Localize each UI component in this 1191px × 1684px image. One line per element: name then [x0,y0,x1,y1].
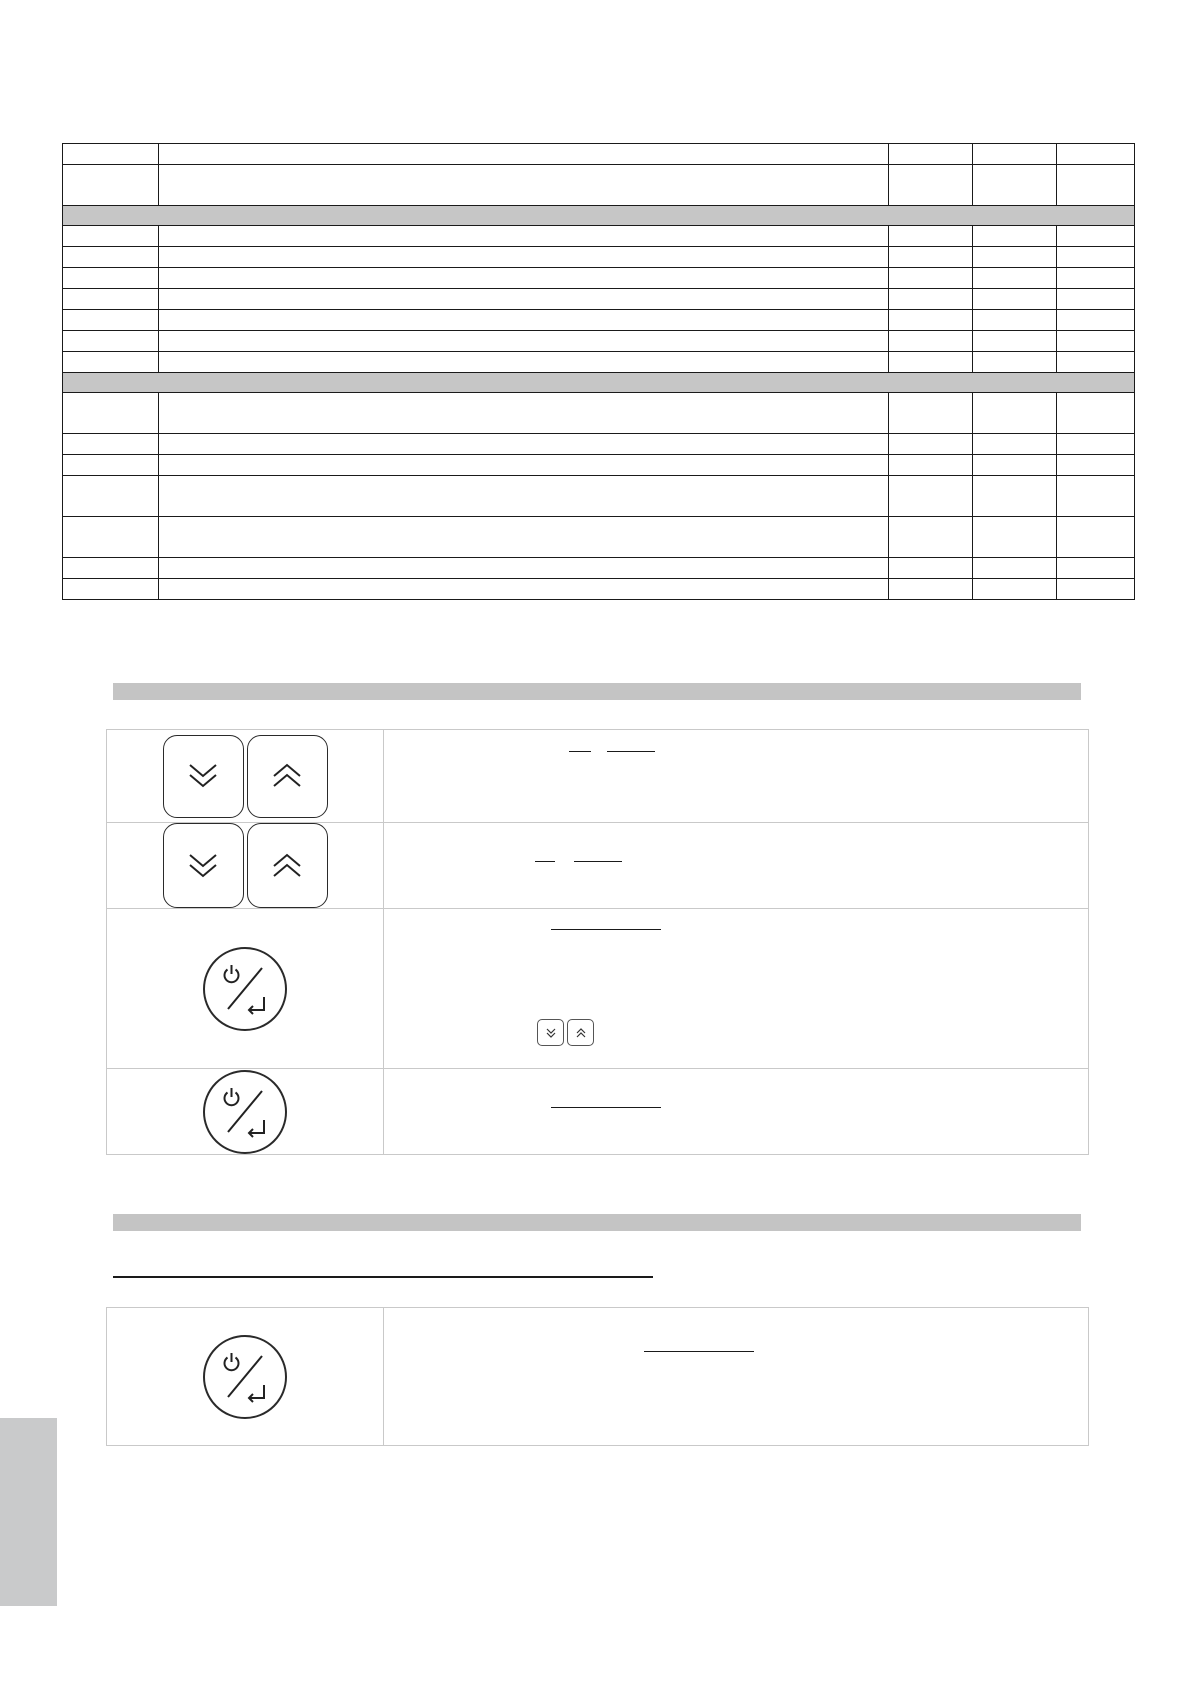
mini-down-key [537,1019,564,1046]
table-cell [1057,289,1135,310]
table-cell [63,393,159,434]
table-cell [159,393,889,434]
underline-mark [551,929,661,930]
table-cell [63,352,159,373]
table-row [107,1308,1089,1446]
table-cell [889,226,973,247]
up-key[interactable] [247,823,328,908]
table-cell [159,226,889,247]
table-cell [973,268,1057,289]
table-row [63,517,1135,558]
table-cell [1057,393,1135,434]
table-row [63,247,1135,268]
table-cell [159,517,889,558]
table-section-row [63,206,1135,226]
table-cell [63,331,159,352]
table-cell [1057,268,1135,289]
table-cell [159,310,889,331]
key-cell [107,730,384,823]
key-cell [107,1308,384,1446]
double-chevron-down-icon [545,1027,557,1039]
table-cell [973,558,1057,579]
table-cell [159,247,889,268]
table-cell [973,165,1057,206]
table-cell [63,434,159,455]
key-function-table [106,729,1089,1155]
power-enter-icon [210,1342,280,1412]
mini-up-key [567,1019,594,1046]
table-cell [159,476,889,517]
table-cell [889,455,973,476]
table-row [63,579,1135,600]
table-row [107,909,1089,1069]
double-chevron-up-icon [575,1027,587,1039]
table-cell [973,393,1057,434]
double-chevron-down-icon [186,761,220,791]
table-row [63,393,1135,434]
table-row [63,434,1135,455]
table-row [63,289,1135,310]
table-cell [889,517,973,558]
table-cell [973,352,1057,373]
table-cell [973,517,1057,558]
table-cell [973,144,1057,165]
table-cell [1057,247,1135,268]
table-cell [1057,226,1135,247]
table-cell [889,165,973,206]
table-cell [1057,517,1135,558]
up-key[interactable] [247,735,328,818]
table-cell [889,476,973,517]
table-cell [889,579,973,600]
description-cell [384,730,1089,823]
table-section-row [63,373,1135,393]
table-row [63,165,1135,206]
table-cell [1057,476,1135,517]
table-cell [159,558,889,579]
underline-mark [535,861,555,862]
table-cell [889,268,973,289]
table-cell [889,352,973,373]
description-cell [384,1069,1089,1155]
table-row [63,268,1135,289]
table-cell [1057,310,1135,331]
table-cell [889,434,973,455]
table-cell [973,476,1057,517]
power-enter-key[interactable] [203,947,287,1031]
section-heading-bar [113,683,1081,700]
table-cell [973,310,1057,331]
table-cell [889,393,973,434]
section-cell [63,373,1135,393]
table-cell [159,144,889,165]
table-cell [973,289,1057,310]
description-cell [384,909,1089,1069]
table-cell [1057,455,1135,476]
table-cell [63,226,159,247]
table-cell [1057,434,1135,455]
table-row [63,476,1135,517]
side-tab [0,1418,57,1606]
table-cell [1057,352,1135,373]
key-cell [107,1069,384,1155]
table-cell [63,144,159,165]
double-chevron-down-icon [186,851,220,881]
table-cell [889,331,973,352]
table-cell [1057,331,1135,352]
table-cell [889,558,973,579]
table-cell [63,310,159,331]
table-cell [973,226,1057,247]
table-cell [159,331,889,352]
table-cell [973,579,1057,600]
table-cell [63,289,159,310]
key-cell [107,909,384,1069]
double-chevron-up-icon [270,761,304,791]
table-cell [63,268,159,289]
table-cell [63,476,159,517]
table-cell [63,517,159,558]
table-cell [159,165,889,206]
table-cell [63,579,159,600]
table-cell [159,455,889,476]
underline-mark [574,861,622,862]
parameter-table [62,143,1135,600]
underline-mark [551,1107,661,1108]
table-row [107,823,1089,909]
subheading-underline [113,1276,653,1278]
table-cell [973,434,1057,455]
description-cell [384,1308,1089,1446]
underline-mark [569,751,591,752]
table-cell [159,352,889,373]
table-cell [63,247,159,268]
power-enter-key[interactable] [203,1335,287,1419]
power-enter-icon [210,954,280,1024]
table-cell [1057,558,1135,579]
key-cell [107,823,384,909]
table-row [107,1069,1089,1155]
underline-mark [644,1351,754,1352]
power-enter-key[interactable] [203,1070,287,1154]
description-cell [384,823,1089,909]
power-enter-icon [210,1077,280,1147]
table-cell [1057,144,1135,165]
table-cell [973,331,1057,352]
table-row [63,331,1135,352]
table-row [63,558,1135,579]
table-cell [159,434,889,455]
inline-key-pair [537,1019,594,1046]
enter-function-table [106,1307,1089,1446]
table-row [63,455,1135,476]
table-cell [1057,579,1135,600]
table-cell [973,247,1057,268]
double-chevron-up-icon [270,851,304,881]
table-cell [159,579,889,600]
section-cell [63,206,1135,226]
table-row [63,226,1135,247]
table-cell [889,144,973,165]
table-row [63,144,1135,165]
down-key[interactable] [163,823,244,908]
down-key[interactable] [163,735,244,818]
table-cell [159,289,889,310]
table-cell [889,289,973,310]
table-row [63,310,1135,331]
table-cell [889,310,973,331]
underline-mark [607,751,655,752]
table-cell [889,247,973,268]
table-cell [63,558,159,579]
table-row [107,730,1089,823]
table-cell [159,268,889,289]
table-cell [63,455,159,476]
table-row [63,352,1135,373]
table-cell [63,165,159,206]
table-cell [1057,165,1135,206]
section-heading-bar [113,1214,1081,1231]
table-cell [973,455,1057,476]
